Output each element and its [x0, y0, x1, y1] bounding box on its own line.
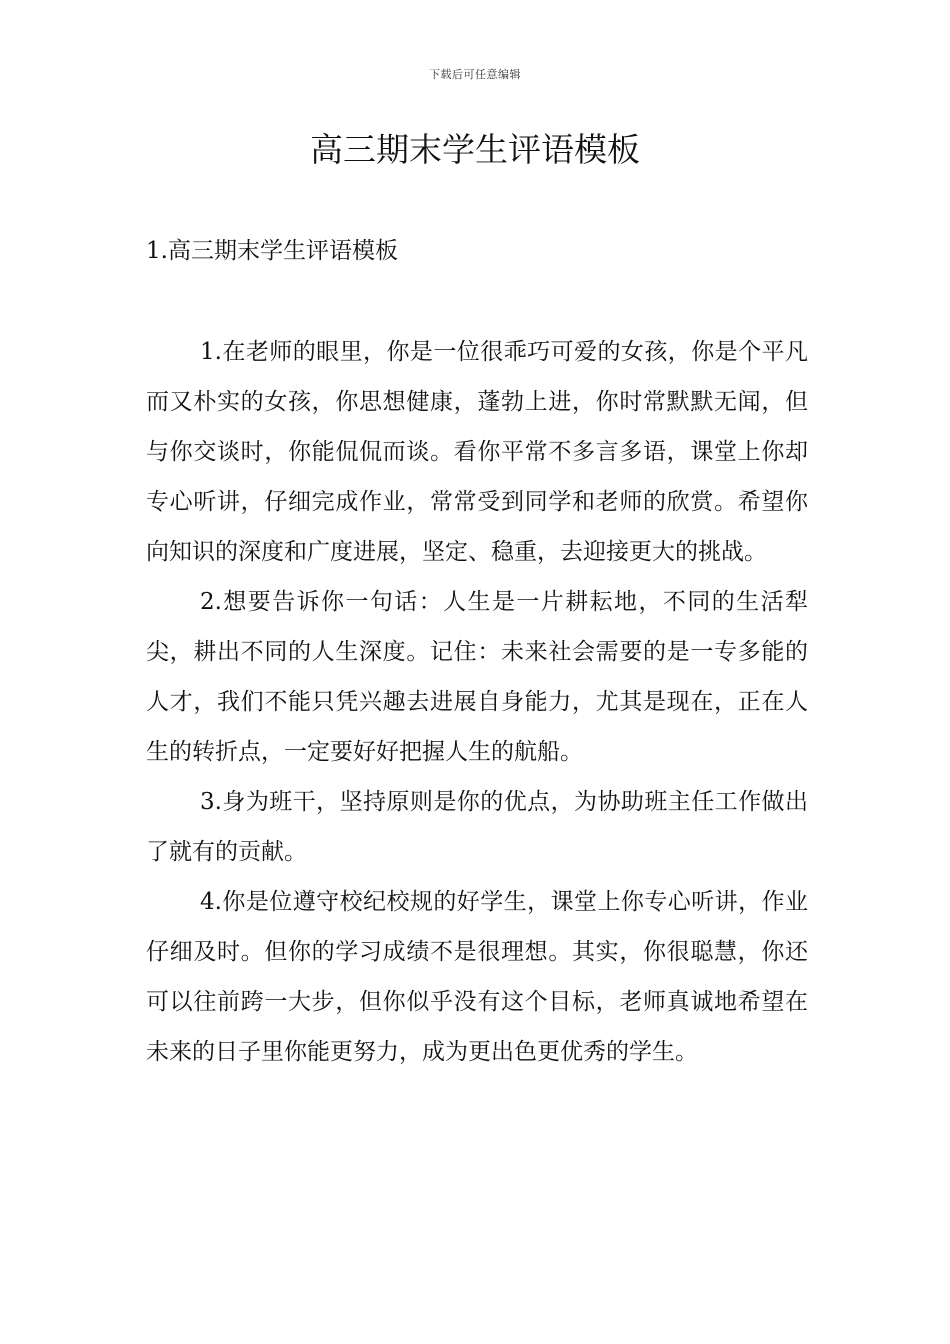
header-note: 下载后可任意编辑 — [429, 68, 521, 81]
document-title: 高三期末学生评语模板 — [310, 130, 640, 169]
paragraph-1: 1.在老师的眼里，你是一位很乖巧可爱的女孩，你是个平凡而又朴实的女孩，你思想健康，蓬勃上进，你时常默默无闻，但与你交谈时，你能侃侃而谈。看你平常不多言多语，课堂上你却专心听讲，仔细完成作业，常常受到同学和老师的欣赏。希望你向知识的深度和广度进展，坚定、稳重，去迎接更大的挑战。 — [146, 339, 808, 565]
document-body — [146, 327, 808, 1077]
paragraph-2: 2.想要告诉你一句话：人生是一片耕耘地，不同的生活犁尖，耕出不同的人生深度。记住：未来社会需要的是一专多能的人才，我们不能只凭兴趣去进展自身能力，尤其是现在，正在人生的转折点，一定要好好把握人生的航船。 — [146, 589, 808, 765]
paragraph-4: 4.你是位遵守校纪校规的好学生，课堂上你专心听讲，作业仔细及时。但你的学习成绩不是很理想。其实，你很聪慧，你还可以往前跨一大步，但你似乎没有这个目标，老师真诚地希望在未来的日子里你能更努力，成为更出色更优秀的学生。 — [146, 889, 808, 1065]
paragraph-3: 3.身为班干，坚持原则是你的优点，为协助班主任工作做出了就有的贡献。 — [146, 789, 808, 865]
section-heading: 1.高三期末学生评语模板 — [146, 238, 398, 264]
